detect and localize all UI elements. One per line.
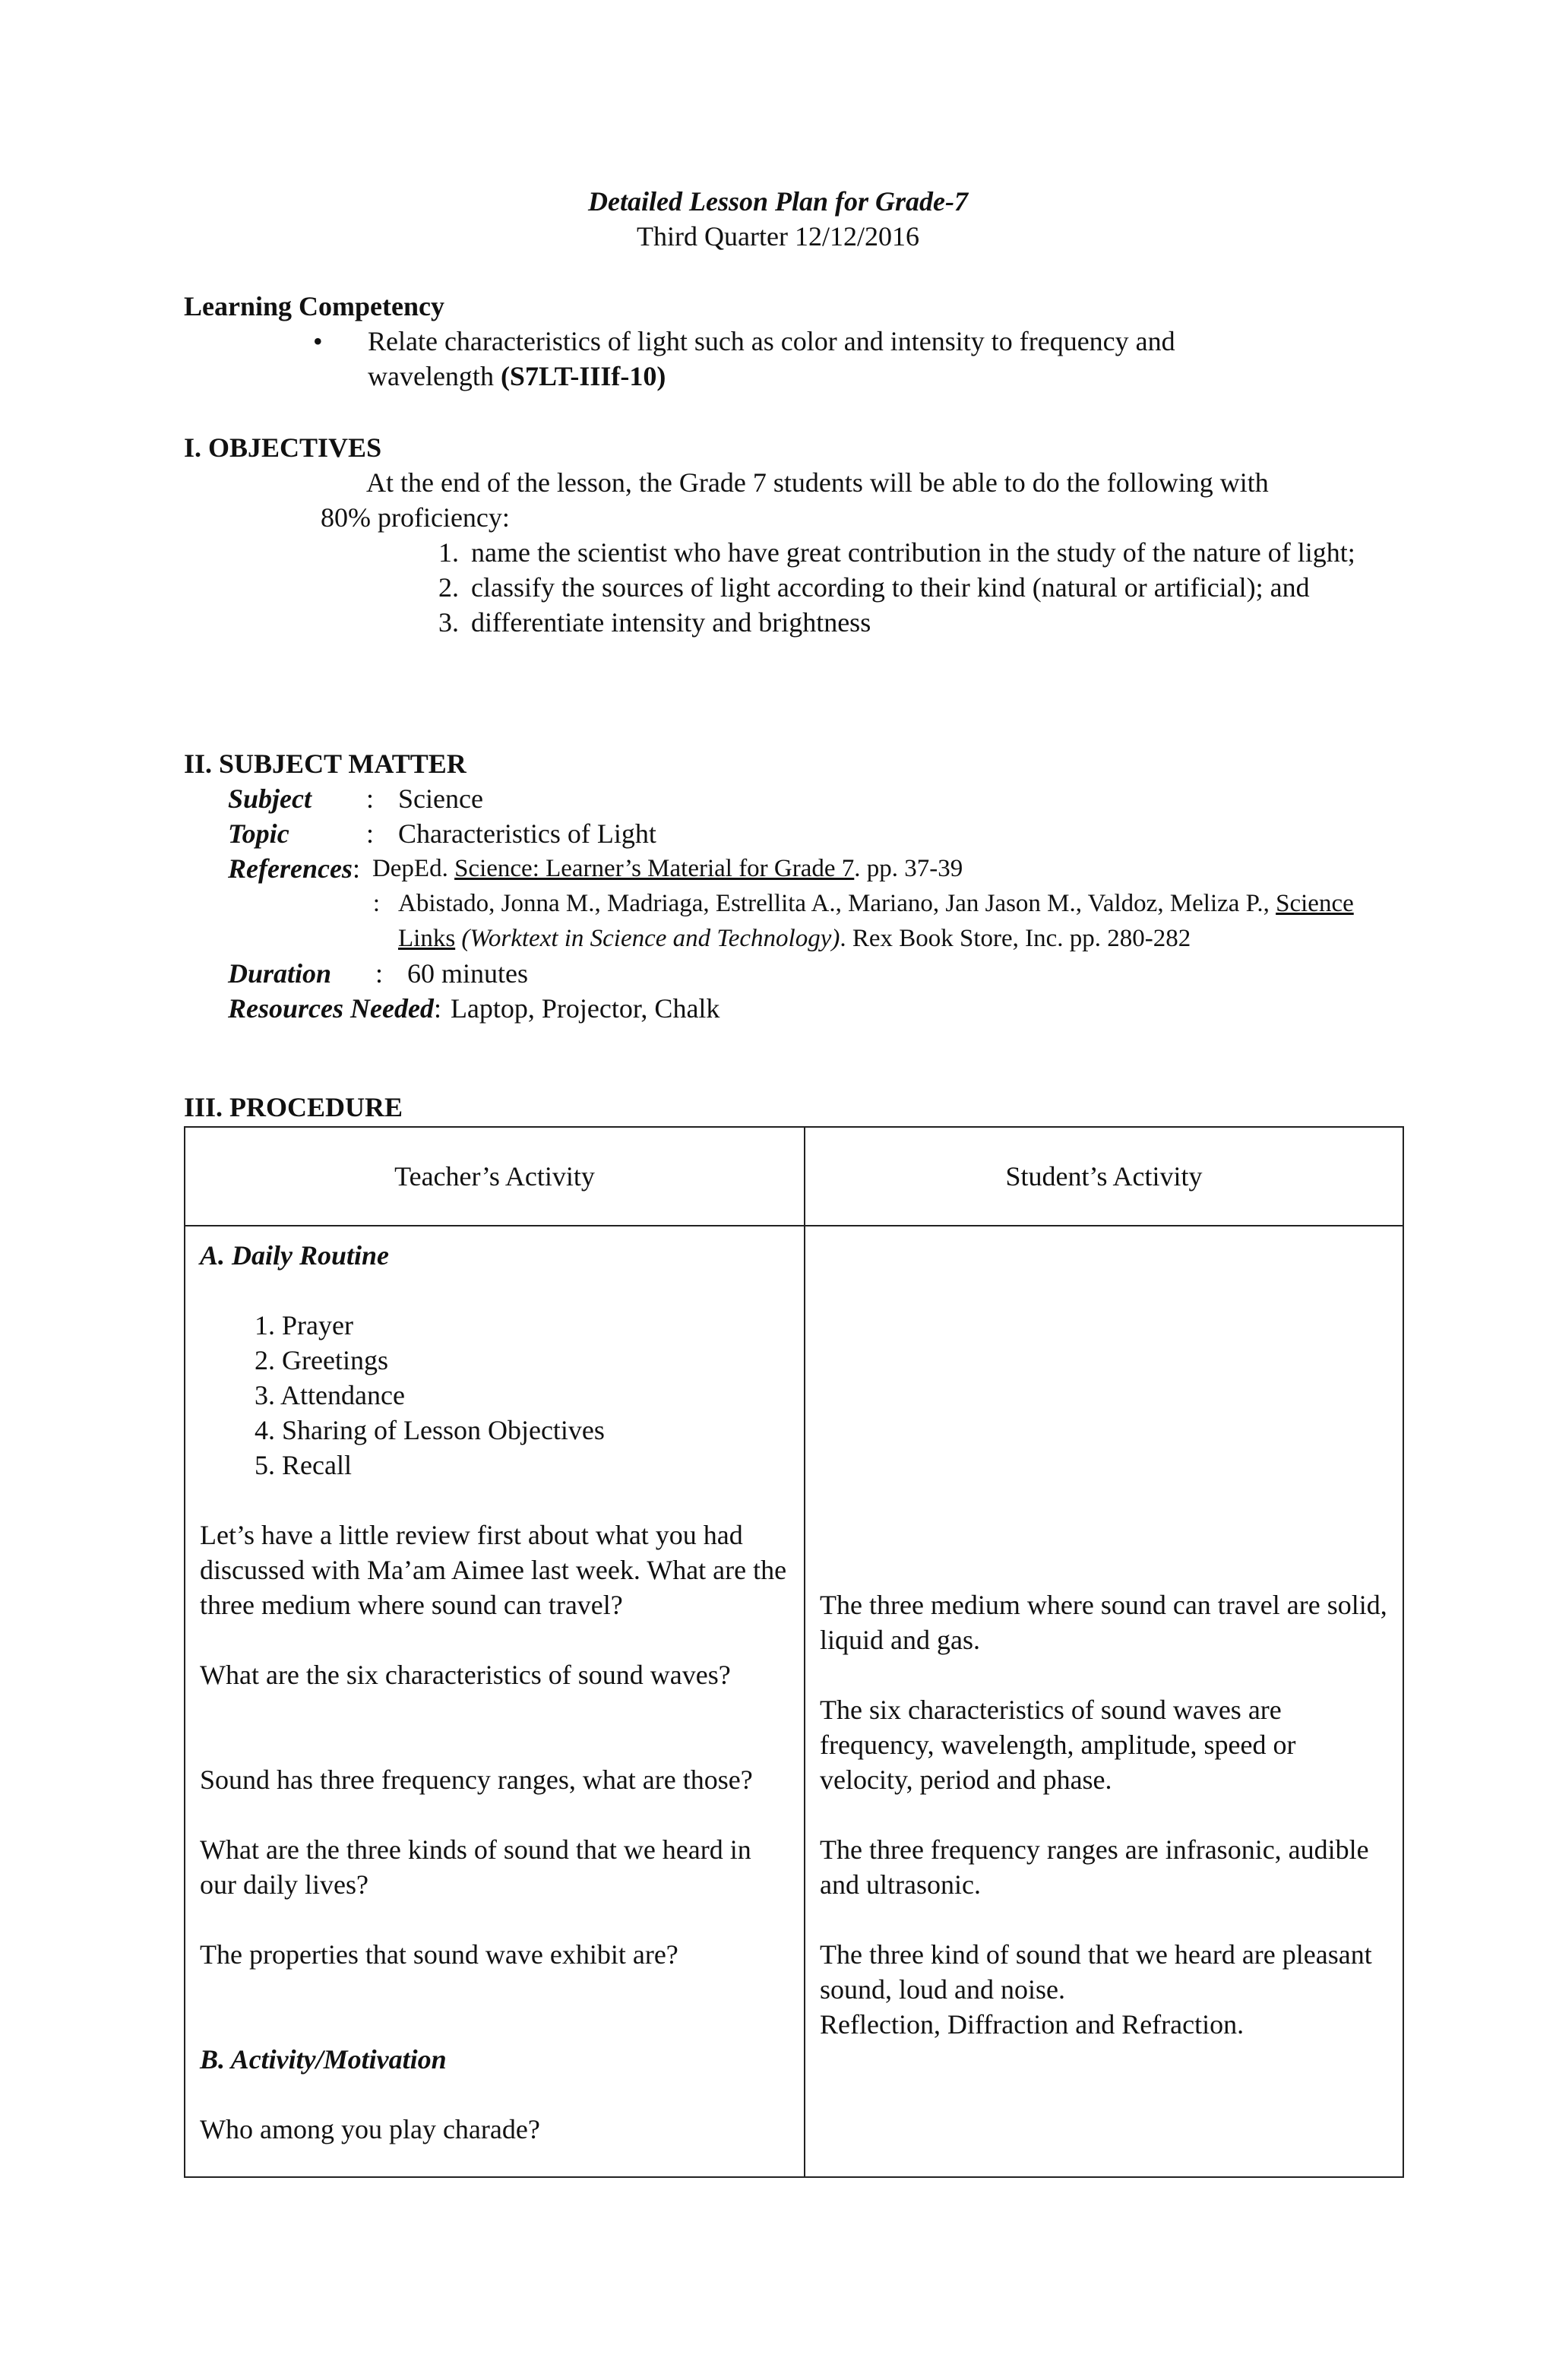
competency-section (184, 289, 1384, 394)
reference-2-title: Science Links (398, 890, 1354, 952)
teacher-question: Who among you play charade? (200, 2114, 540, 2144)
document-subtitle: Third Quarter 12/12/2016 (637, 221, 919, 252)
list-item: 4. Sharing of Lesson Objectives (255, 1415, 605, 1445)
objective-item: 1. name the scientist who have great contribution in the study of the nature of light; (438, 537, 1355, 568)
procedure-heading: III. PROCEDURE (184, 1092, 403, 1122)
list-item: 1. Prayer (255, 1310, 353, 1340)
daily-routine-list (255, 1308, 789, 1483)
teacher-activity-cell (185, 1226, 805, 2177)
list-item: 2. Greetings (255, 1345, 388, 1375)
subject-matter-section (184, 746, 1384, 1026)
reference-title-link: Science: Learner’s Material for Grade 7 (454, 855, 855, 882)
list-item: 5. Recall (255, 1450, 352, 1480)
competency-bullet (313, 324, 1384, 394)
objectives-intro-line2: 80% proficiency: (321, 502, 510, 533)
teacher-question: What are the three kinds of sound that we heard in our daily lives? (200, 1834, 751, 1900)
activity-motivation-heading: B. Activity/Motivation (200, 2044, 447, 2075)
competency-text: Relate characteristics of light such as color and intensity to frequency and wavelength (368, 326, 1175, 391)
procedure-table-header (185, 1127, 1403, 1226)
objectives-intro-line1: At the end of the lesson, the Grade 7 students will be able to do the following with (366, 467, 1269, 498)
document-title: Detailed Lesson Plan for Grade-7 (588, 186, 968, 217)
document-header (0, 184, 1556, 254)
objectives-heading: I. OBJECTIVES (184, 432, 382, 463)
teacher-review-question: Let’s have a little review first about what you had discussed with Ma’am Aimee last week. What are the three medium where sound can travel? (200, 1520, 787, 1620)
student-answer: The three frequency ranges are infrasonic, audible and ultrasonic. (820, 1834, 1369, 1900)
procedure-table-row (185, 1226, 1403, 2177)
teacher-question: Sound has three frequency ranges, what are those? (200, 1764, 753, 1795)
bullet-icon: • (313, 326, 323, 356)
subject-row: Subject : Science (228, 783, 483, 814)
reference-2-row: : Abistado, Jonna M., Madriaga, Estrellita A., Mariano, Jan Jason M., Valdoz, Meliza P., Science Links (Worktext in Science and Technology). Rex Book Store, Inc. pp. 280-282 (372, 890, 1354, 952)
procedure-table (184, 1126, 1404, 2178)
student-activity-cell (805, 1226, 1403, 2177)
objectives-section (184, 430, 1384, 640)
teacher-question: What are the six characteristics of sound waves? (200, 1660, 731, 1690)
student-answer: The three kind of sound that we heard are pleasant sound, loud and noise. (820, 1939, 1372, 2005)
objective-item: 3. differentiate intensity and brightness (438, 607, 871, 638)
topic-row: Topic : Characteristics of Light (228, 818, 656, 849)
teacher-activity-header: Teacher’s Activity (185, 1127, 805, 1226)
competency-heading: Learning Competency (184, 291, 444, 321)
student-answer: The three medium where sound can travel are solid, liquid and gas. (820, 1590, 1387, 1655)
student-answer: The six characteristics of sound waves are frequency, wavelength, amplitude, speed or velocity, period and phase. (820, 1695, 1296, 1795)
daily-routine-heading: A. Daily Routine (200, 1240, 390, 1271)
resources-row: Resources Needed : Laptop, Projector, Chalk (228, 993, 720, 1024)
student-answer: Reflection, Diffraction and Refraction. (820, 2009, 1244, 2040)
list-item: 3. Attendance (255, 1380, 405, 1410)
duration-row: Duration : 60 minutes (228, 958, 528, 989)
competency-code: (S7LT-IIIf-10) (500, 361, 666, 391)
objective-item: 2. classify the sources of light according to their kind (natural or artificial); and (438, 572, 1310, 603)
references-row: References : DepEd. Science: Learner’s Material for Grade 7. pp. 37-39 (228, 853, 963, 884)
subject-matter-heading: II. SUBJECT MATTER (184, 748, 466, 779)
student-activity-header: Student’s Activity (805, 1127, 1403, 1226)
teacher-question: The properties that sound wave exhibit are? (200, 1939, 678, 1970)
